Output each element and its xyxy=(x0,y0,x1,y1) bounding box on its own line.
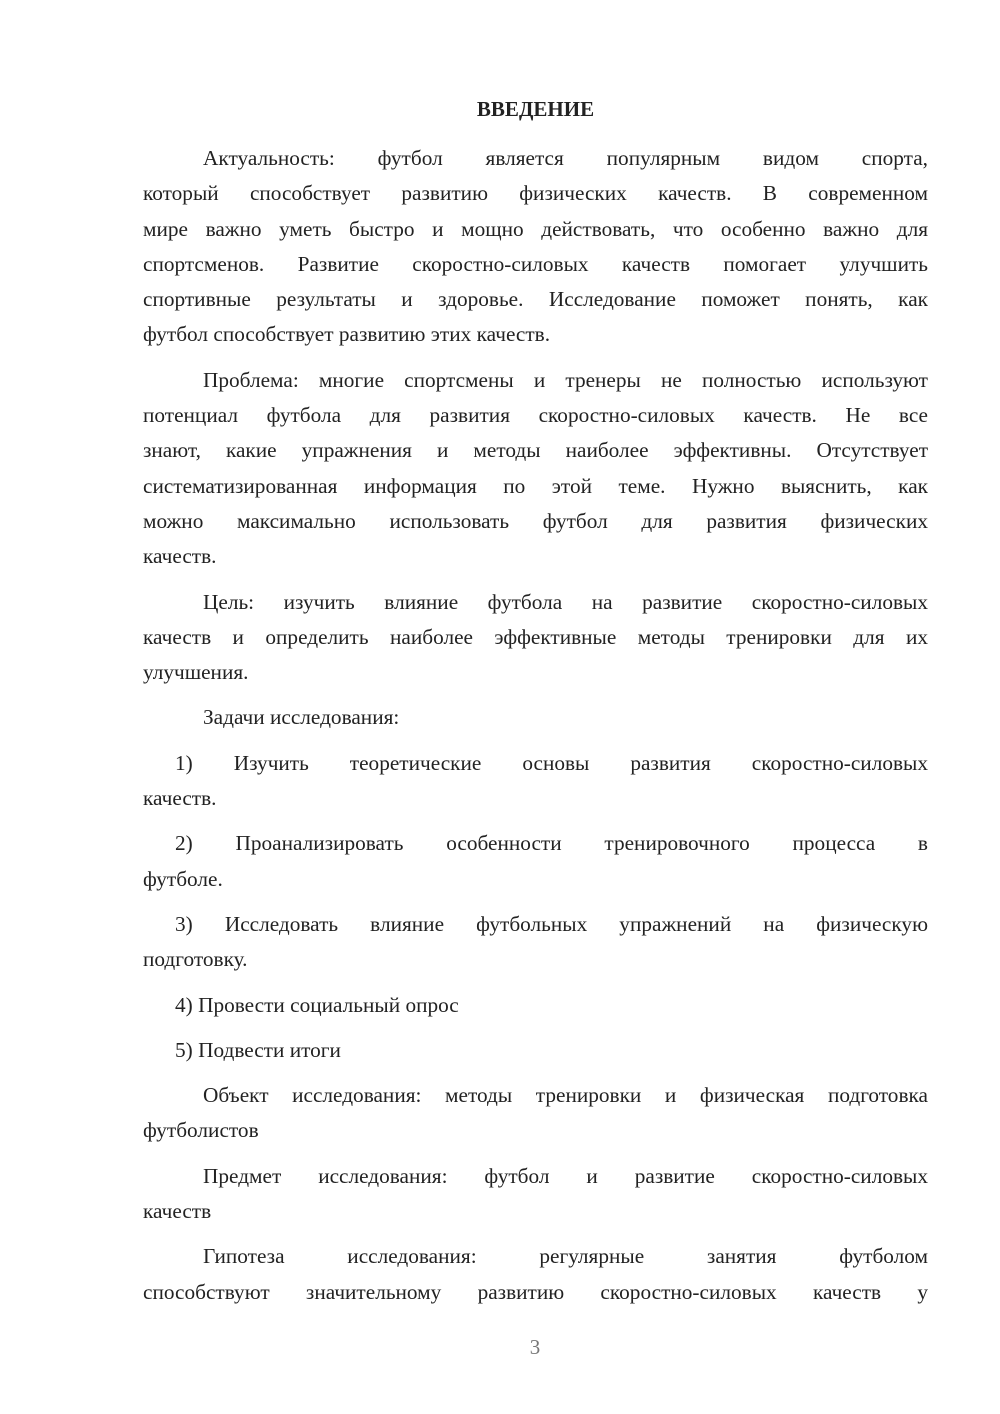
task-list-item xyxy=(143,988,928,1023)
document-body xyxy=(143,141,928,1310)
text-line: 3) Исследовать влияние футбольных упражнений на физическую xyxy=(175,911,928,936)
page-title: ВВЕДЕНИЕ xyxy=(476,97,595,121)
text-line: качеств и определить наиболее эффективные методы тренировки для их xyxy=(143,624,928,649)
task-list-item xyxy=(143,1033,928,1068)
text-line: Задачи исследования: xyxy=(203,705,400,730)
paragraph xyxy=(143,1078,928,1149)
text-line: качеств. xyxy=(143,786,217,811)
task-list-item xyxy=(143,746,928,817)
paragraph xyxy=(143,141,928,353)
text-line: знают, какие упражнения и методы наиболее эффективны. Отсутствует xyxy=(143,438,928,463)
paragraph xyxy=(143,1239,928,1310)
paragraph xyxy=(143,585,928,691)
text-line: Проблема: многие спортсмены и тренеры не полностью используют xyxy=(203,367,928,392)
page-number: 3 xyxy=(529,1335,541,1359)
text-line: Объект исследования: методы тренировки и физическая подготовка xyxy=(203,1083,928,1108)
text-line: спортивные результаты и здоровье. Исследование поможет понять, как xyxy=(143,287,928,312)
text-line: 2) Проанализировать особенности тренировочного процесса в xyxy=(175,831,928,856)
text-line: потенциал футбола для развития скоростно-силовых качеств. Не все xyxy=(143,403,928,428)
paragraph xyxy=(143,363,928,575)
text-line: улучшения. xyxy=(143,660,249,685)
text-line: Цель: изучить влияние футбола на развитие скоростно-силовых xyxy=(203,589,928,614)
text-line: который способствует развитию физических качеств. В современном xyxy=(143,181,928,206)
text-line: футболистов xyxy=(143,1118,259,1143)
text-line: Актуальность: футбол является популярным видом спорта, xyxy=(203,146,928,170)
paragraph xyxy=(143,700,928,735)
text-line: 4) Провести социальный опрос xyxy=(175,992,459,1017)
text-line: Предмет исследования: футбол и развитие скоростно-силовых xyxy=(203,1163,928,1188)
document-page xyxy=(143,92,928,1320)
task-list-item xyxy=(143,907,928,978)
text-line: футбол способствует развитию этих качеств. xyxy=(143,322,551,347)
text-line: систематизированная информация по этой теме. Нужно выяснить, как xyxy=(143,473,928,498)
text-line: качеств xyxy=(143,1199,212,1224)
text-line: футболе. xyxy=(143,866,223,891)
paragraph xyxy=(143,1159,928,1230)
text-line: 5) Подвести итоги xyxy=(175,1037,341,1062)
text-line: подготовку. xyxy=(143,947,248,972)
task-list-item xyxy=(143,826,928,897)
text-line: Гипотеза исследования: регулярные занятия футболом xyxy=(203,1244,928,1269)
text-line: мире важно уметь быстро и мощно действовать, что особенно важно для xyxy=(143,216,928,241)
text-line: 1) Изучить теоретические основы развития скоростно-силовых xyxy=(175,750,928,775)
text-line: способствуют значительному развитию скоростно-силовых качеств у xyxy=(143,1279,928,1304)
text-line: качеств. xyxy=(143,544,217,569)
text-line: можно максимально использовать футбол для развития физических xyxy=(143,508,928,533)
text-line: спортсменов. Развитие скоростно-силовых качеств помогает улучшить xyxy=(143,251,928,276)
